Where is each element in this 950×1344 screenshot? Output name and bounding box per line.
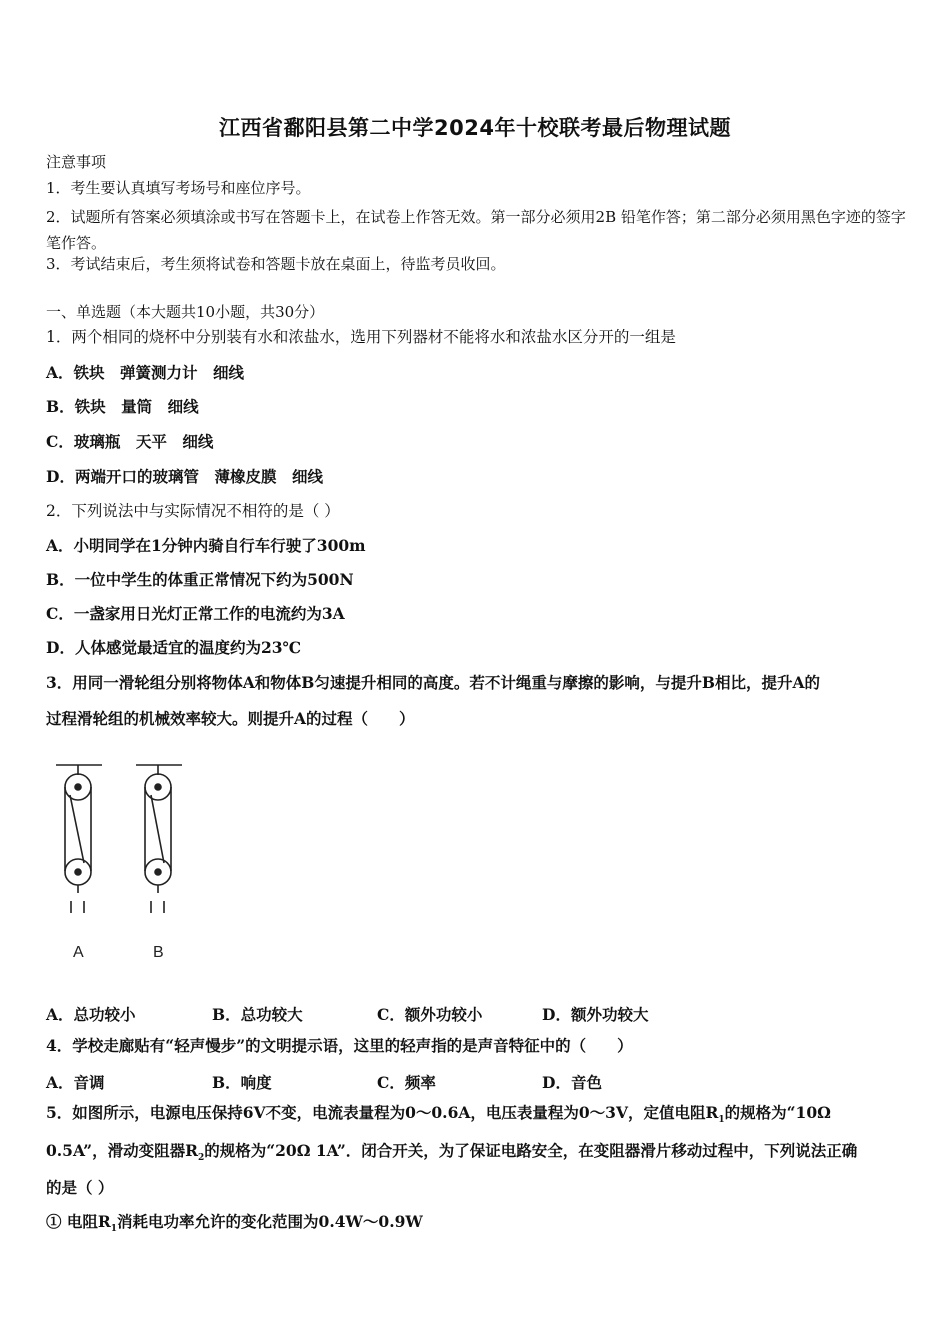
pulley-system-b (136, 765, 182, 913)
q5-stem-line1: 5．如图所示，电源电压保持6V不变，电流表量程为0～0.6A，电压表量程为0～3V，定值电阻$R_1$的规格为“10Ω (46, 1103, 831, 1126)
q3-stem-line1: 3．用同一滑轮组分别将物体A和物体B匀速提升相同的高度。若不计绳重与摩擦的影响，与提升B相比，提升A的 (46, 673, 821, 692)
q2-stem: 2．下列说法中与实际情况不相符的是（ ） (46, 502, 340, 520)
q2-option-a: A．小明同学在1分钟内骑自行车行驶了300m (46, 536, 366, 555)
notice-heading: 注意事项 (46, 153, 107, 171)
figure-label-a: A (73, 944, 84, 961)
page-title: 江西省鄱阳县第二中学2024年十校联考最后物理试题 (219, 116, 731, 140)
q3-option-c: C．额外功较小 (377, 1005, 483, 1024)
q3-option-d: D．额外功较大 (542, 1005, 649, 1024)
q4-option-c: C．频率 (377, 1073, 436, 1092)
section-heading: 一、单选题（本大题共10小题，共30分） (46, 303, 325, 321)
q4-stem: 4．学校走廊贴有“轻声慢步”的文明提示语，这里的轻声指的是声音特征中的（ ） (46, 1036, 633, 1055)
notice-item-1: 1．考生要认真填写考场号和座位序号。 (46, 179, 311, 197)
q1-option-d: D．两端开口的玻璃管 薄橡皮膜 细线 (46, 467, 323, 486)
q1-option-c: C．玻璃瓶 天平 细线 (46, 432, 214, 451)
q5-statement-1: ① 电阻$R_1$消耗电功率允许的变化范围为0.4W～0.9W (46, 1212, 423, 1235)
figure-label-b: B (153, 944, 164, 961)
q1-stem: 1．两个相同的烧杯中分别装有水和浓盐水，选用下列器材不能将水和浓盐水区分开的一组是 (46, 328, 676, 346)
q2-option-d: D．人体感觉最适宜的温度约为23℃ (46, 638, 302, 657)
notice-item-3: 3．考试结束后，考生须将试卷和答题卡放在桌面上，待监考员收回。 (46, 255, 506, 273)
pulley-figure (40, 755, 210, 970)
q3-stem-line2: 过程滑轮组的机械效率较大。则提升A的过程（ ） (46, 709, 415, 728)
q4-option-d: D．音色 (542, 1073, 602, 1092)
q4-option-b: B．响度 (212, 1073, 272, 1092)
q4-option-a: A．音调 (46, 1073, 105, 1092)
q3-option-b: B．总功较大 (212, 1005, 303, 1024)
q5-stem-line2: 0.5A”，滑动变阻器$R_2$的规格为“20Ω 1A”．闭合开关，为了保证电路安全，在变阻器滑片移动过程中，下列说法正确 (46, 1141, 858, 1164)
q1-option-a: A．铁块 弹簧测力计 细线 (46, 363, 245, 382)
q5-stem-line3: 的是（ ） (46, 1178, 114, 1197)
notice-item-2: 2．试题所有答案必须填涂或书写在答题卡上，在试卷上作答无效。第一部分必须用2B 铅笔作答；第二部分必须用黑色字迹的签字笔作答。 (46, 208, 906, 252)
q2-option-b: B．一位中学生的体重正常情况下约为500N (46, 570, 354, 589)
q1-option-b: B．铁块 量筒 细线 (46, 397, 199, 416)
q2-option-c: C．一盏家用日光灯正常工作的电流约为3A (46, 604, 345, 623)
pulley-system-a (56, 765, 102, 913)
q3-option-a: A．总功较小 (46, 1005, 136, 1024)
